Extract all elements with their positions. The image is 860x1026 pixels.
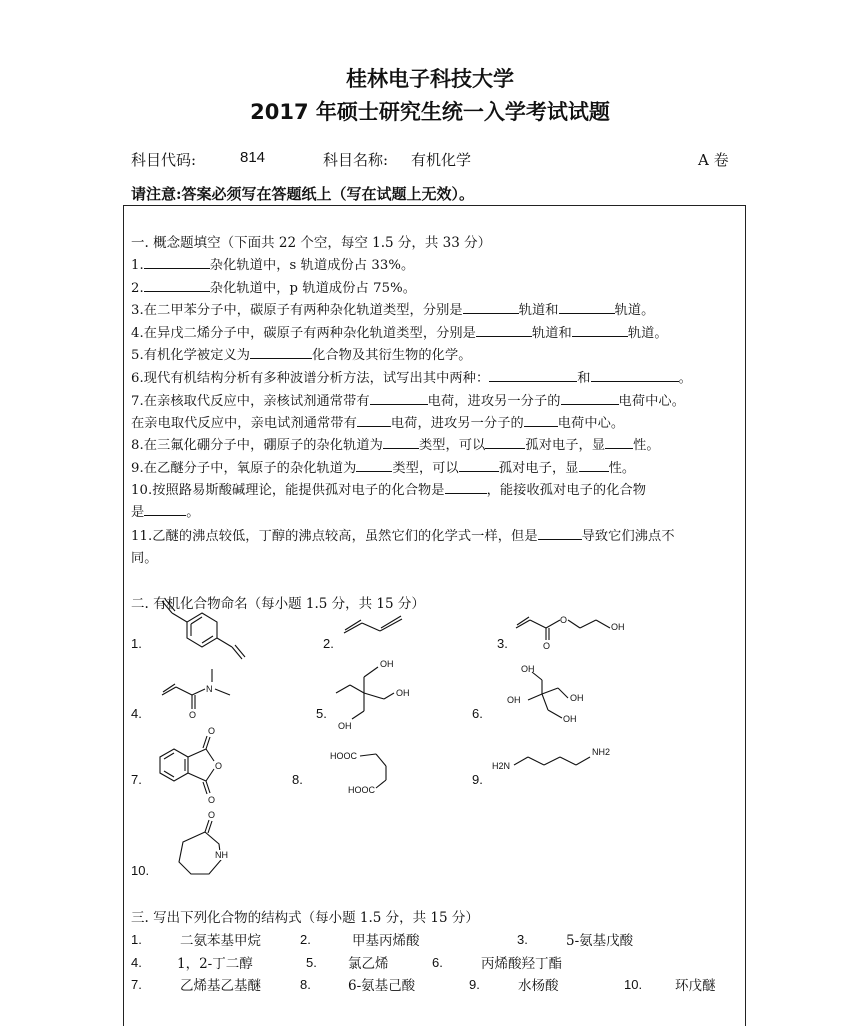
question-5 (131, 344, 472, 363)
notice-text: 答案必须写在答题纸上（写在试题上无效）。 (181, 185, 475, 203)
q6-text-a: 6.现代有机结构分析有多种波谱分析方法，试写出其中两种： (131, 371, 490, 386)
q4-text-c: 轨道。 (627, 326, 668, 341)
question-11 (131, 525, 675, 544)
q10-text-a: 10.按照路易斯酸碱理论，能提供孤对电子的化合物是 (131, 483, 445, 498)
q3-text-a: 3.在二甲苯分子中，碳原子有两种杂化轨道类型，分别是 (131, 303, 463, 318)
question-3 (131, 299, 654, 318)
q10-text-d: 。 (186, 505, 200, 520)
notice (131, 183, 474, 204)
s3-item-3-name: 5-氨基戊酸 (566, 933, 634, 949)
q7-text-d: 在亲电取代反应中，亲电试剂通常带有 (131, 416, 357, 431)
q7-text-f: 电荷中心。 (557, 416, 625, 431)
s3-item-8-num: 8. (300, 977, 311, 992)
question-11-cont (131, 547, 158, 566)
s2-num-7: 7. (131, 772, 142, 787)
s3-item-3-num: 3. (517, 932, 528, 947)
s3-item-10-name: 环戊醚 (675, 978, 716, 994)
question-10-cont (131, 501, 200, 520)
q7-text-b: 电荷，进攻另一分子的 (427, 394, 561, 409)
question-7-cont (131, 412, 624, 431)
question-1 (131, 254, 414, 273)
q9-blank-1[interactable] (356, 459, 392, 472)
subject-code: 814 (240, 149, 266, 166)
q5-text-b: 化合物及其衍生物的化学。 (312, 348, 472, 363)
q7-blank-3[interactable] (357, 414, 391, 427)
q8-text-d: 性。 (633, 438, 660, 453)
s5-oh-3: OH (338, 721, 352, 731)
structure-9 (490, 745, 620, 775)
s3-item-4-num: 4. (131, 955, 142, 970)
structure-5 (330, 655, 430, 733)
s2-num-4: 4. (131, 706, 142, 721)
s3-item-4-name: 1，2-丁二醇 (177, 956, 253, 972)
exam-title: 2017 年硕士研究生统一入学考试试题 (250, 100, 610, 124)
university-name: 桂林电子科技大学 (346, 67, 514, 91)
q7-blank-2[interactable] (561, 392, 619, 405)
section3-title: 三. 写出下列化合物的结构式（每小题 1.5 分，共 15 分） (131, 910, 479, 926)
s6-oh-1: OH (521, 664, 535, 674)
q9-blank-2[interactable] (459, 459, 499, 472)
q6-text-b: 和 (577, 371, 591, 386)
s6-oh-4: OH (563, 714, 577, 724)
q3-blank-1[interactable] (463, 301, 519, 314)
q2-blank[interactable] (144, 279, 210, 292)
s9-nh2: NH2 (592, 747, 611, 757)
s9-h2n: H2N (492, 761, 511, 771)
s2-num-9: 9. (472, 772, 483, 787)
s8-hooc-1: HOOC (330, 751, 357, 761)
subject-name: 有机化学 (411, 151, 472, 169)
s3-item-6-name: 丙烯酸羟丁酯 (481, 956, 562, 972)
subject-name-label: 科目名称: (323, 151, 389, 169)
s4-o: O (189, 710, 197, 720)
q2-num: 2. (131, 281, 144, 296)
s7-o-1: O (208, 726, 216, 736)
structure-8 (330, 748, 410, 798)
s6-oh-3: OH (507, 695, 521, 705)
s2-num-8: 8. (292, 772, 303, 787)
subject-code-label: 科目代码: (131, 151, 197, 169)
q4-text-a: 4.在异戊二烯分子中，碳原子有两种杂化轨道类型，分别是 (131, 326, 476, 341)
q1-blank[interactable] (144, 256, 210, 269)
q4-blank-1[interactable] (476, 324, 532, 337)
s4-n: N (206, 684, 213, 694)
s3-oh: OH (611, 622, 625, 632)
s3-item-7-num: 7. (131, 977, 142, 992)
s3-item-5-name: 氯乙烯 (348, 956, 389, 972)
section2-title: 二. 有机化合物命名（每小题 1.5 分，共 15 分） (131, 596, 425, 612)
s3-item-1-num: 1. (131, 932, 142, 947)
q8-blank-2[interactable] (485, 436, 525, 449)
structure-7 (150, 723, 240, 808)
q8-blank-3[interactable] (605, 436, 633, 449)
s10-o: O (208, 810, 216, 820)
q9-text-b: 类型，可以 (392, 461, 459, 476)
s3-item-7-name: 乙烯基乙基醚 (180, 978, 261, 994)
paper-version: A 卷 (698, 151, 729, 169)
s3-item-9-name: 水杨酸 (518, 978, 559, 994)
q11-text-a: 11.乙醚的沸点较低，丁醇的沸点较高，虽然它们的化学式一样，但是 (131, 529, 538, 544)
structure-4 (160, 665, 240, 725)
s3-item-8-name: 6-氨基己酸 (348, 978, 416, 994)
structure-2 (340, 613, 410, 637)
s2-num-1: 1. (131, 636, 142, 651)
q9-text-a: 9.在乙醚分子中，氧原子的杂化轨道为 (131, 461, 357, 476)
notice-label: 请注意: (131, 185, 182, 203)
q9-text-d: 性。 (608, 461, 636, 476)
q3-text-c: 轨道。 (614, 303, 655, 318)
s2-num-10: 10. (131, 863, 150, 878)
q5-text-a: 5.有机化学被定义为 (131, 348, 251, 363)
question-9 (131, 457, 635, 476)
s2-num-2: 2. (323, 636, 334, 651)
structure-3 (514, 610, 644, 652)
q11-text-b: 导致它们沸点不 (581, 529, 675, 544)
q10-blank-1[interactable] (445, 481, 487, 494)
q10-text-c: 是 (131, 505, 145, 520)
s3-item-10-num: 10. (624, 977, 643, 992)
q1-num: 1. (131, 258, 144, 273)
structure-10 (165, 812, 245, 887)
q5-blank[interactable] (250, 346, 312, 359)
q10-text-b: ，能接收孤对电子的化合物 (486, 483, 647, 498)
s10-nh: NH (215, 850, 228, 860)
q7-text-a: 7.在亲核取代反应中，亲核试剂通常带有 (131, 394, 370, 409)
structure-6 (500, 658, 610, 738)
question-6 (131, 367, 692, 386)
question-8 (131, 434, 660, 453)
s5-oh-1: OH (380, 659, 394, 669)
s7-o-3: O (208, 795, 216, 805)
question-10 (131, 479, 646, 498)
q4-blank-2[interactable] (572, 324, 628, 337)
q10-blank-2[interactable] (144, 503, 186, 516)
question-2 (131, 277, 416, 296)
s3-item-6-num: 6. (432, 955, 443, 970)
s3-item-1-name: 二氨苯基甲烷 (180, 933, 261, 949)
s3-item-5-num: 5. (306, 955, 317, 970)
section1-title: 一. 概念题填空（下面共 22 个空，每空 1.5 分，共 33 分） (131, 235, 492, 251)
question-7 (131, 390, 685, 409)
s3-o-carbonyl: O (543, 641, 551, 651)
q4-text-b: 轨道和 (531, 326, 572, 341)
q8-text-b: 类型，可以 (418, 438, 486, 453)
q7-blank-1[interactable] (370, 392, 428, 405)
q3-text-b: 轨道和 (518, 303, 559, 318)
s5-oh-2: OH (396, 688, 410, 698)
q9-blank-3[interactable] (579, 459, 609, 472)
q11-text-c: 同。 (131, 551, 158, 566)
question-4 (131, 322, 668, 341)
q11-blank[interactable] (538, 527, 582, 540)
q6-text-c: 。 (678, 371, 692, 386)
q7-text-c: 电荷中心。 (618, 394, 685, 409)
q1-text: 杂化轨道中，s 轨道成份占 33%。 (209, 258, 415, 273)
q8-text-c: 孤对电子，显 (525, 438, 606, 453)
q7-blank-4[interactable] (524, 414, 558, 427)
s3-item-9-num: 9. (469, 977, 480, 992)
s8-hooc-2: HOOC (348, 785, 375, 795)
s3-o-ester: O (560, 615, 568, 625)
s2-num-3: 3. (497, 636, 508, 651)
q3-blank-2[interactable] (559, 301, 615, 314)
s7-o-2: O (215, 761, 223, 771)
q8-text-a: 8.在三氟化硼分子中，硼原子的杂化轨道为 (131, 438, 383, 453)
q6-blank-1[interactable] (489, 369, 577, 382)
q2-text: 杂化轨道中，p 轨道成份占 75%。 (209, 281, 416, 296)
s2-num-6: 6. (472, 706, 483, 721)
s2-num-5: 5. (316, 706, 327, 721)
structure-1 (150, 605, 265, 655)
s6-oh-2: OH (570, 693, 584, 703)
q9-text-c: 孤对电子，显 (498, 461, 579, 476)
q8-blank-1[interactable] (383, 436, 419, 449)
q6-blank-2[interactable] (591, 369, 679, 382)
s3-item-2-num: 2. (300, 932, 311, 947)
q7-text-e: 电荷，进攻另一分子的 (390, 416, 524, 431)
s3-item-2-name: 甲基丙烯酸 (352, 933, 420, 949)
